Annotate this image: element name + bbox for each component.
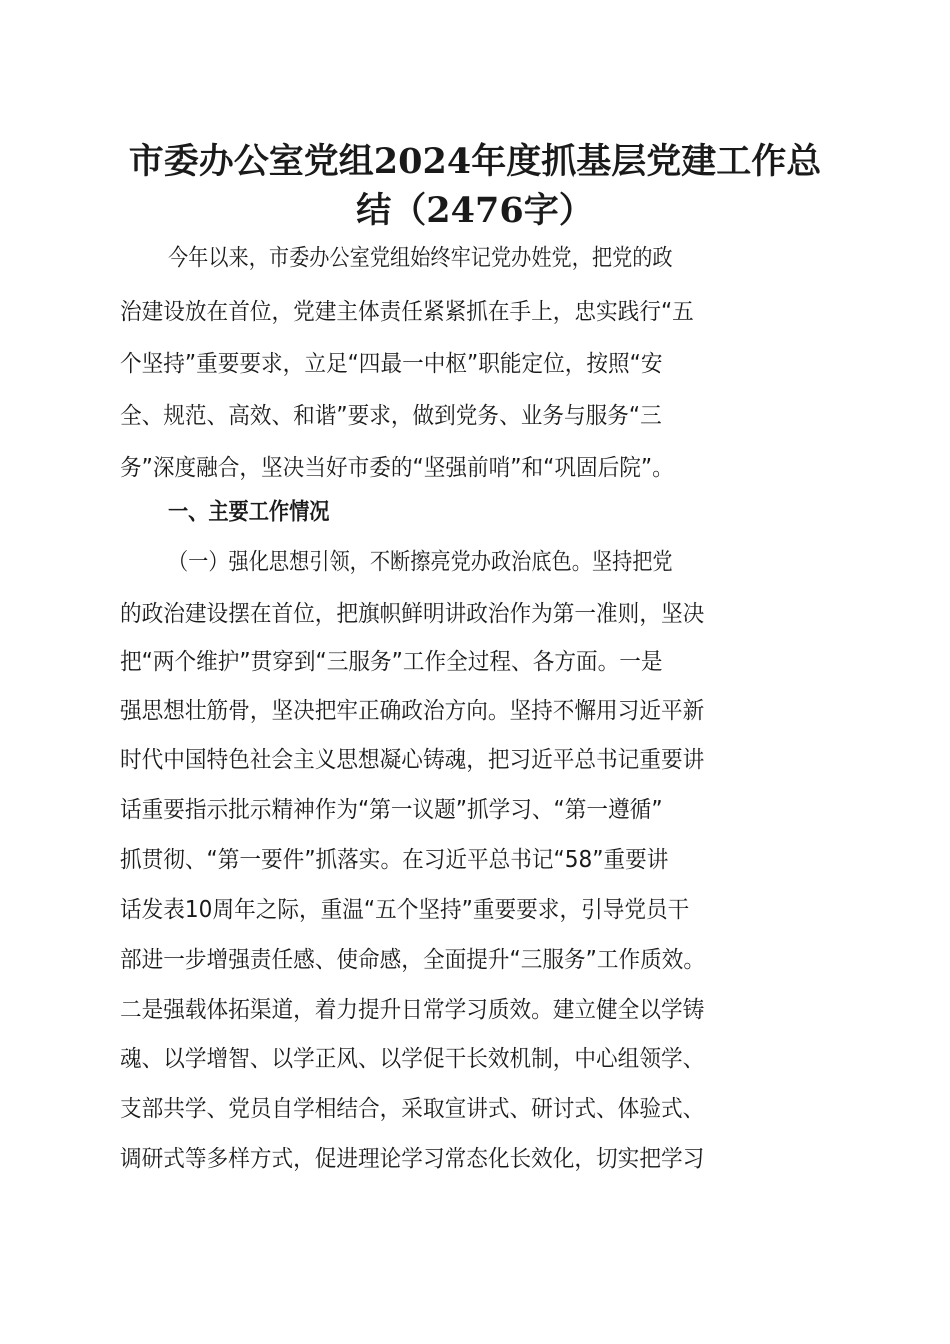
document-title-line-1: 市委办公室党组2024年度抓基层党建工作总 xyxy=(128,141,822,182)
section-heading: 一、主要工作情况 xyxy=(168,499,330,525)
body-line-17: 魂、以学增智、以学正风、以学促干长效机制，中心组领学、 xyxy=(120,1046,705,1072)
body-line-5: 务”深度融合，坚决当好市委的“坚强前哨”和“巩固后院”。 xyxy=(120,455,674,481)
body-line-15: 部进一步增强责任感、使命感，全面提升“三服务”工作质效。 xyxy=(120,947,706,973)
body-line-12: 话重要指示批示精神作为“第一议题”抓学习、“第一遵循” xyxy=(120,797,663,823)
body-line-4: 全、规范、高效、和谐”要求，做到党务、业务与服务“三 xyxy=(120,403,662,429)
body-line-11: 时代中国特色社会主义思想凝心铸魂，把习近平总书记重要讲 xyxy=(120,747,705,773)
body-line-19: 调研式等多样方式，促进理论学习常态化长效化，切实把学习 xyxy=(120,1146,705,1172)
body-line-14: 话发表10周年之际，重温“五个坚持”重要要求，引导党员干 xyxy=(120,897,690,923)
body-line-3: 个坚持”重要要求，立足“四最一中枢”职能定位，按照“安 xyxy=(120,351,663,377)
body-line-10: 强思想壮筋骨，坚决把牢正确政治方向。坚持不懈用习近平新 xyxy=(120,698,705,724)
document-title-line-2: 结（2476字） xyxy=(356,190,594,231)
body-line-13: 抓贯彻、“第一要件”抓落实。在习近平总书记“58”重要讲 xyxy=(120,847,669,873)
body-line-16: 二是强载体拓渠道，着力提升日常学习质效。建立健全以学铸 xyxy=(120,997,705,1023)
body-line-9: 把“两个维护”贯穿到“三服务”工作全过程、各方面。一是 xyxy=(120,649,663,675)
body-line-1: 今年以来，市委办公室党组始终牢记党办姓党，把党的政 xyxy=(168,245,673,271)
body-line-2: 治建设放在首位，党建主体责任紧紧抓在手上，忠实践行“五 xyxy=(120,299,694,325)
body-line-8: 的政治建设摆在首位，把旗帜鲜明讲政治作为第一准则，坚决 xyxy=(120,601,705,627)
body-line-18: 支部共学、党员自学相结合，采取宣讲式、研讨式、体验式、 xyxy=(120,1096,705,1122)
body-line-7: （一）强化思想引领，不断擦亮党办政治底色。坚持把党 xyxy=(168,549,673,575)
